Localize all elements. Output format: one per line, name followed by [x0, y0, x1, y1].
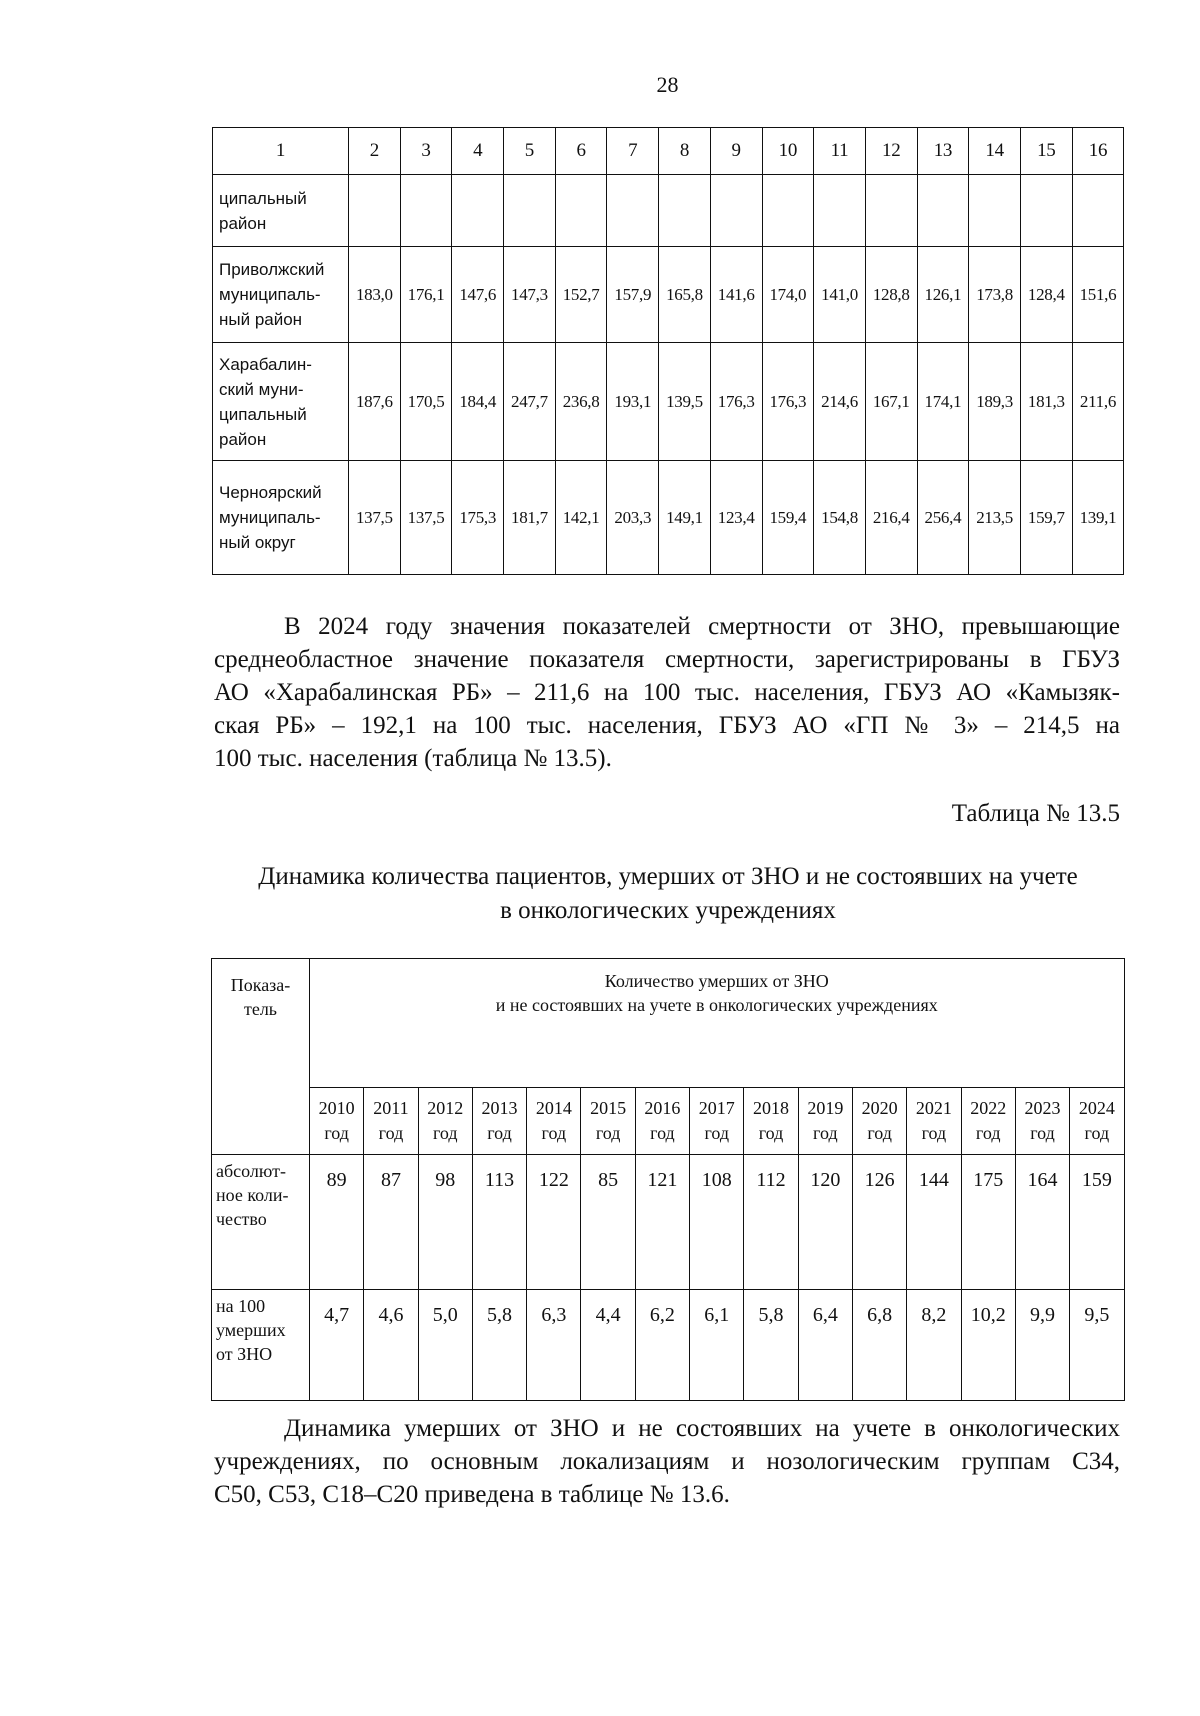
value-cell: [659, 175, 711, 247]
value-cell: 154,8: [814, 461, 866, 575]
year-header: [690, 1088, 744, 1155]
indicator-header: [212, 959, 310, 1155]
value-cell: 176,3: [710, 343, 762, 461]
value-cell: 181,7: [504, 461, 556, 575]
value-cell: [504, 175, 556, 247]
value-cell: 5,8: [744, 1290, 798, 1401]
year-value: 2012: [427, 1098, 464, 1118]
district-name-cell: [213, 343, 349, 461]
year-unit: год: [704, 1123, 730, 1143]
value-cell: 9,9: [1015, 1290, 1069, 1401]
paragraph-line: ская РБ» – 192,1 на 100 тыс. населения, ГБУЗ АО «ГП № 3» – 214,5 на: [214, 712, 1120, 739]
year-header: [798, 1088, 852, 1155]
value-cell: 121: [635, 1155, 689, 1290]
value-cell: 126,1: [917, 247, 969, 343]
column-number: 10: [762, 128, 814, 175]
value-cell: 211,6: [1072, 343, 1124, 461]
year-value: 2014: [535, 1098, 572, 1118]
value-cell: 141,0: [814, 247, 866, 343]
indicator-line: на 100: [216, 1296, 266, 1316]
value-cell: 8,2: [907, 1290, 961, 1401]
value-cell: 181,3: [1020, 343, 1072, 461]
year-header: [364, 1088, 418, 1155]
year-unit: год: [1084, 1123, 1110, 1143]
value-cell: 144: [907, 1155, 961, 1290]
value-cell: 87: [364, 1155, 418, 1290]
paragraph-line: С50, С53, С18–С20 приведена в таблице № 13.6.: [214, 1481, 730, 1508]
year-value: 2020: [861, 1098, 898, 1118]
year-unit: год: [487, 1123, 512, 1143]
value-cell: 152,7: [555, 247, 607, 343]
value-cell: 159: [1070, 1155, 1124, 1290]
indicator-cell: [212, 1290, 310, 1401]
value-cell: [349, 175, 401, 247]
district-name-line: ный район: [219, 310, 303, 329]
year-value: 2023: [1024, 1098, 1061, 1118]
group-header: [310, 959, 1125, 1088]
district-name-line: район: [219, 429, 267, 449]
column-number: 3: [400, 128, 452, 175]
value-cell: 112: [744, 1155, 798, 1290]
value-cell: 137,5: [349, 461, 401, 575]
value-cell: [814, 175, 866, 247]
value-cell: 6,1: [690, 1290, 744, 1401]
table-row: [213, 343, 1124, 461]
year-value: 2013: [481, 1098, 518, 1118]
year-unit: год: [432, 1123, 458, 1143]
district-name-line: ский муни-: [219, 379, 304, 399]
column-number: 5: [504, 128, 556, 175]
year-header: [472, 1088, 526, 1155]
year-header: [852, 1088, 906, 1155]
value-cell: 122: [527, 1155, 581, 1290]
group-header-row: [212, 959, 1125, 1088]
column-number: 8: [659, 128, 711, 175]
year-unit: год: [758, 1123, 784, 1143]
district-name-line: ципальный: [219, 188, 307, 208]
value-cell: 149,1: [659, 461, 711, 575]
year-unit: год: [867, 1123, 892, 1143]
table-row: [212, 1290, 1125, 1401]
column-number: 11: [814, 128, 866, 175]
value-cell: 170,5: [400, 343, 452, 461]
paragraph-line: АО «Харабалинская РБ» – 211,6 на 100 тыс. населения, ГБУЗ АО «Камызяк-: [214, 679, 1120, 706]
value-cell: 113: [472, 1155, 526, 1290]
value-cell: 4,7: [310, 1290, 364, 1401]
column-number: 16: [1072, 128, 1124, 175]
year-value: 2022: [970, 1098, 1007, 1118]
value-cell: 256,4: [917, 461, 969, 575]
table-label: Таблица № 13.5: [951, 800, 1120, 827]
value-cell: 174,1: [917, 343, 969, 461]
year-header: [527, 1088, 581, 1155]
paragraph-line: 100 тыс. населения (таблица № 13.5).: [214, 745, 612, 772]
value-cell: 4,4: [581, 1290, 635, 1401]
district-name-line: район: [219, 213, 267, 233]
year-header: [635, 1088, 689, 1155]
value-cell: 236,8: [555, 343, 607, 461]
value-cell: 176,3: [762, 343, 814, 461]
value-cell: [555, 175, 607, 247]
value-cell: 5,8: [472, 1290, 526, 1401]
indicator-header-line: тель: [243, 999, 278, 1019]
year-unit: год: [1030, 1123, 1055, 1143]
district-name-line: Черноярский: [219, 483, 322, 502]
year-unit: год: [813, 1123, 838, 1143]
value-cell: 10,2: [961, 1290, 1015, 1401]
year-header-row: [212, 1088, 1125, 1155]
indicator-line: от ЗНО: [216, 1344, 273, 1364]
table-row: [213, 247, 1124, 343]
indicator-line: ное коли-: [216, 1185, 289, 1205]
value-cell: 193,1: [607, 343, 659, 461]
year-value: 2016: [644, 1098, 681, 1118]
table-row: [212, 1155, 1125, 1290]
indicator-line: абсолют-: [216, 1161, 286, 1181]
year-header: [581, 1088, 635, 1155]
district-name-line: Харабалин-: [219, 354, 312, 374]
district-name-line: ципальный: [219, 404, 307, 424]
column-number: 9: [710, 128, 762, 175]
value-cell: [865, 175, 917, 247]
value-cell: [1072, 175, 1124, 247]
unregistered-deaths-table: [211, 958, 1125, 1401]
year-header: [1070, 1088, 1124, 1155]
value-cell: 139,1: [1072, 461, 1124, 575]
year-header: [418, 1088, 472, 1155]
indicator-line: умерших: [216, 1320, 286, 1340]
value-cell: 137,5: [400, 461, 452, 575]
value-cell: [452, 175, 504, 247]
year-unit: год: [650, 1123, 675, 1143]
value-cell: [710, 175, 762, 247]
column-number: 14: [969, 128, 1021, 175]
year-value: 2018: [753, 1098, 790, 1118]
year-unit: год: [378, 1123, 404, 1143]
column-number: 15: [1020, 128, 1072, 175]
year-value: 2010: [318, 1098, 355, 1118]
year-value: 2024: [1078, 1098, 1115, 1118]
value-cell: [969, 175, 1021, 247]
value-cell: 6,8: [852, 1290, 906, 1401]
value-cell: 183,0: [349, 247, 401, 343]
value-cell: 175,3: [452, 461, 504, 575]
group-header-line: Количество умерших от ЗНО: [604, 971, 829, 991]
paragraph-line: Динамика умерших от ЗНО и не состоявших на учете в онкологических: [284, 1415, 1120, 1442]
year-value: 2019: [807, 1098, 844, 1118]
district-name-cell: [213, 175, 349, 247]
value-cell: 176,1: [400, 247, 452, 343]
value-cell: 164: [1015, 1155, 1069, 1290]
year-unit: год: [921, 1123, 947, 1143]
district-name-line: Приволжский: [219, 260, 325, 279]
value-cell: 6,2: [635, 1290, 689, 1401]
district-name-cell: [213, 247, 349, 343]
value-cell: 203,3: [607, 461, 659, 575]
value-cell: 142,1: [555, 461, 607, 575]
year-value: 2017: [698, 1098, 735, 1118]
year-unit: год: [975, 1123, 1001, 1143]
indicator-cell: [212, 1155, 310, 1290]
value-cell: 126: [852, 1155, 906, 1290]
column-number: 7: [607, 128, 659, 175]
value-cell: [400, 175, 452, 247]
year-header: [961, 1088, 1015, 1155]
value-cell: 173,8: [969, 247, 1021, 343]
table-header-row: [213, 128, 1124, 175]
table-title-line: в онкологических учреждениях: [500, 897, 836, 924]
value-cell: 159,7: [1020, 461, 1072, 575]
value-cell: 187,6: [349, 343, 401, 461]
paragraph-line: учреждениях, по основным локализациям и нозологическим группам С34,: [214, 1448, 1120, 1475]
value-cell: 139,5: [659, 343, 711, 461]
value-cell: 167,1: [865, 343, 917, 461]
value-cell: 128,8: [865, 247, 917, 343]
value-cell: 147,3: [504, 247, 556, 343]
value-cell: 123,4: [710, 461, 762, 575]
value-cell: 89: [310, 1155, 364, 1290]
value-cell: 189,3: [969, 343, 1021, 461]
table-row: [213, 175, 1124, 247]
district-name-line: муниципаль-: [219, 285, 321, 304]
value-cell: 175: [961, 1155, 1015, 1290]
value-cell: 6,4: [798, 1290, 852, 1401]
mortality-paragraph: [214, 610, 1120, 775]
value-cell: 157,9: [607, 247, 659, 343]
value-cell: 213,5: [969, 461, 1021, 575]
value-cell: 6,3: [527, 1290, 581, 1401]
value-cell: 184,4: [452, 343, 504, 461]
column-number: 2: [349, 128, 401, 175]
year-value: 2011: [373, 1098, 409, 1118]
value-cell: 151,6: [1072, 247, 1124, 343]
value-cell: 5,0: [418, 1290, 472, 1401]
district-name-cell: [213, 461, 349, 575]
page-number: 28: [656, 72, 679, 97]
indicator-line: чество: [216, 1209, 267, 1229]
year-unit: год: [595, 1123, 621, 1143]
year-unit: год: [324, 1123, 349, 1143]
value-cell: [762, 175, 814, 247]
year-header: [1015, 1088, 1069, 1155]
value-cell: [607, 175, 659, 247]
table-title-line: Динамика количества пациентов, умерших от ЗНО и не состоявших на учете: [258, 863, 1078, 890]
value-cell: 214,6: [814, 343, 866, 461]
value-cell: [1020, 175, 1072, 247]
table-row: [213, 461, 1124, 575]
value-cell: 216,4: [865, 461, 917, 575]
table-title: [212, 860, 1124, 928]
value-cell: 147,6: [452, 247, 504, 343]
year-value: 2015: [590, 1098, 627, 1118]
column-number: 12: [865, 128, 917, 175]
column-number: 13: [917, 128, 969, 175]
group-header-line: и не состоявших на учете в онкологических учреждениях: [495, 995, 938, 1015]
paragraph-line: В 2024 году значения показателей смертности от ЗНО, превышающие: [284, 613, 1120, 640]
year-header: [907, 1088, 961, 1155]
year-unit: год: [541, 1123, 567, 1143]
column-number: 4: [452, 128, 504, 175]
paragraph-line: среднеобластное значение показателя смертности, зарегистрированы в ГБУЗ: [214, 646, 1120, 673]
dynamics-paragraph: [214, 1412, 1120, 1511]
value-cell: 128,4: [1020, 247, 1072, 343]
value-cell: [917, 175, 969, 247]
mortality-by-district-table: [212, 127, 1124, 575]
value-cell: 4,6: [364, 1290, 418, 1401]
value-cell: 108: [690, 1155, 744, 1290]
value-cell: 120: [798, 1155, 852, 1290]
value-cell: 98: [418, 1155, 472, 1290]
value-cell: 174,0: [762, 247, 814, 343]
year-value: 2021: [915, 1098, 952, 1118]
year-header: [310, 1088, 364, 1155]
district-name-line: ный округ: [219, 533, 296, 552]
value-cell: 165,8: [659, 247, 711, 343]
column-number: 6: [555, 128, 607, 175]
value-cell: 159,4: [762, 461, 814, 575]
value-cell: 247,7: [504, 343, 556, 461]
indicator-header-line: Показа-: [230, 975, 291, 995]
year-header: [744, 1088, 798, 1155]
value-cell: 9,5: [1070, 1290, 1124, 1401]
value-cell: 85: [581, 1155, 635, 1290]
district-name-line: муниципаль-: [219, 508, 321, 527]
column-number: 1: [213, 128, 349, 175]
value-cell: 141,6: [710, 247, 762, 343]
